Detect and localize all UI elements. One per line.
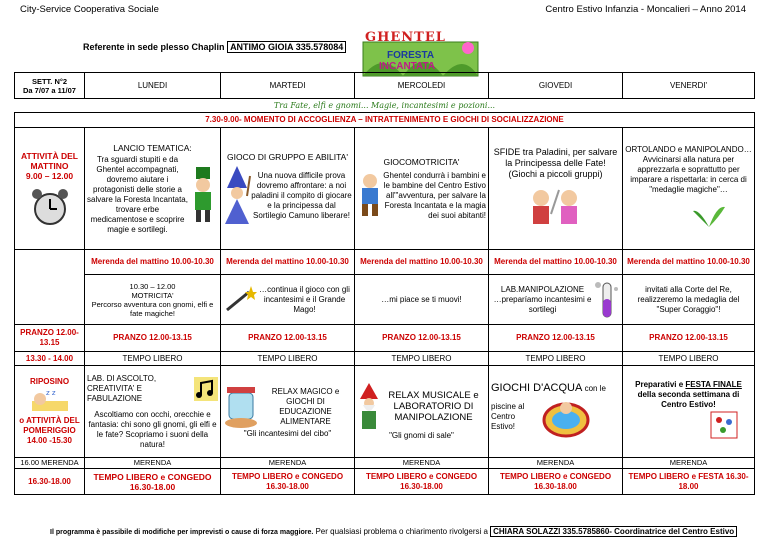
afternoon-monday-text: Ascoltiamo con occhi, orecchie e fantasia: chi sono gli gnomi, gli elfi e le fate? Scopriamo i suoni della natura! <box>88 409 217 449</box>
footer-contact: CHIARA SOLAZZI 335.5785860- Coordinatrice del Centro Estivo <box>490 526 737 537</box>
free-time-monday: TEMPO LIBERO <box>85 352 221 366</box>
lunch-tuesday: PRANZO 12.00-13.15 <box>221 325 355 352</box>
afternoon-tuesday-text: "Gli incantesimi del cibo" <box>243 428 332 438</box>
merenda-label: 16.00 MERENDA <box>15 458 85 469</box>
afternoon-friday-title: FESTA FINALE <box>685 380 742 389</box>
food-jar-icon <box>223 385 259 429</box>
afternoon-friday <box>623 366 755 458</box>
referent-label: Referente in sede plesso Chaplin <box>83 42 225 52</box>
afternoon-monday-title: LAB. DI ASCOLTO, CREATIVITA' E FABULAZIONE <box>87 373 157 403</box>
free-time-friday: TEMPO LIBERO <box>623 352 755 366</box>
snack-tuesday: Merenda del mattino 10.00-10.30 <box>221 250 355 275</box>
free-time-thursday: TEMPO LIBERO <box>489 352 623 366</box>
day-thursday: GIOVEDI <box>489 73 623 99</box>
morning-tuesday <box>221 128 355 250</box>
potion-tube-icon <box>594 279 620 321</box>
lunch-label: PRANZO 12.00-13.15 <box>15 325 85 352</box>
ghentel-logo <box>353 30 488 78</box>
wizard-icon <box>223 166 251 226</box>
lunch-friday: PRANZO 12.00-13.15 <box>623 325 755 352</box>
org-name: City-Service Cooperativa Sociale <box>20 4 159 15</box>
late-thursday-title: LAB.MANIPOLAZIONE <box>500 284 585 294</box>
merenda-monday: MERENDA <box>85 458 221 469</box>
free-time-wednesday: TEMPO LIBERO <box>355 352 489 366</box>
snack-wednesday: Merenda del mattino 10.00-10.30 <box>355 250 489 275</box>
referent <box>83 42 346 52</box>
plant-icon <box>689 199 729 229</box>
water-pool-icon <box>541 394 591 440</box>
morning-thursday <box>489 128 623 250</box>
morning-label-time: 9.00 – 12.00 <box>25 170 74 181</box>
late-tuesday <box>221 275 355 325</box>
logo-line3: INCANTATA <box>379 61 436 72</box>
merenda-wednesday: MERENDA <box>355 458 489 469</box>
free-time-tuesday: TEMPO LIBERO <box>221 352 355 366</box>
schedule-table <box>14 72 755 495</box>
theme-line: Tra Fate, elfi e gnomi... Magie, incantesimi e pozioni... <box>15 99 755 113</box>
welcome-row <box>15 113 755 128</box>
footer-note2: Per qualsiasi problema o chiarimento rivolgersi a <box>315 527 488 536</box>
referent-name: ANTIMO GIOIA 335.578084 <box>227 41 346 53</box>
lunch-thursday: PRANZO 12.00-13.15 <box>489 325 623 352</box>
morning-monday-text: Tra sguardi stupiti e da Ghentel accompagnati, dovremo aiutare i protagonisti delle storie a salvare la Foresta Incantata, trovare erbe medicamentose e scoprire magie e sortilegi. <box>87 154 188 234</box>
afternoon-wednesday <box>355 366 489 458</box>
late-monday <box>85 275 221 325</box>
afternoon-wednesday-text: "Gli gnomi di sale" <box>389 430 454 440</box>
snack-monday: Merenda del mattino 10.00-10.30 <box>85 250 221 275</box>
late-wednesday: …mi piace se ti muovi! <box>355 275 489 325</box>
merenda-tuesday: MERENDA <box>221 458 355 469</box>
late-friday: invitati alla Corte del Re, realizzeremo la medaglia del "Super Coraggio"! <box>623 275 755 325</box>
logo-line2: FORESTA <box>387 50 435 61</box>
afternoon-friday-text: della seconda settimana di Centro Estivo! <box>637 390 740 409</box>
leprechaun-icon <box>188 165 218 225</box>
morning-wednesday-title: GIOCOMOTRICITA' <box>383 156 460 167</box>
welcome-text: 7.30-9.00- MOMENTO DI ACCOGLIENZA – INTRATTENIMENTO E GIOCHI DI SOCIALIZZAZIONE <box>205 115 564 124</box>
gnome-red-hat-icon <box>357 383 381 431</box>
late-tuesday-text: …continua il gioco con gli incantesimi e il Grande Mago! <box>259 284 350 314</box>
morning-friday-text: ORTOLANDO e MANIPOLANDO… Avvicinarsi alla natura per apprezzarla e soprattutto per imparare a rispettarla: in cerca di "medaglie magiche"… <box>625 145 752 194</box>
snack-friday: Merenda del mattino 10.00-10.30 <box>623 250 755 275</box>
party-icon <box>709 410 739 440</box>
merenda-thursday: MERENDA <box>489 458 623 469</box>
gnome-icon <box>357 171 383 217</box>
morning-thursday-text: SFIDE tra Paladini, per salvare la Principessa delle Fate! (Giochi a piccoli gruppi) <box>493 146 618 179</box>
late-thursday-text: …preparíamo incantesimi e sortilegi <box>493 294 592 314</box>
day-wednesday: MERCOLEDI <box>355 73 489 99</box>
morning-wednesday <box>355 128 489 250</box>
afternoon-time: 14.00 -15.30 <box>27 436 72 445</box>
morning-label <box>15 128 85 250</box>
afternoon-thursday-title: GIOCHI D'ACQUA <box>491 382 583 394</box>
svg-text:z z: z z <box>45 389 56 397</box>
afternoon-thursday <box>489 366 623 458</box>
paladins-icon <box>521 184 591 228</box>
day-friday: VENERDI' <box>623 73 755 99</box>
sleeping-child-icon <box>30 387 70 413</box>
late-monday-title: MOTRICITA' <box>131 290 174 300</box>
end-label: 16.30-18.00 <box>15 469 85 495</box>
music-notes-icon <box>194 377 218 401</box>
late-monday-text: Percorso avventura con gnomi, elfi e fate magiche! <box>91 299 214 318</box>
morning-label-title: ATTIVITÀ DEL MATTINO <box>21 150 78 171</box>
lunch-monday: PRANZO 12.00-13.15 <box>85 325 221 352</box>
afternoon-tuesday <box>221 366 355 458</box>
afternoon-label <box>15 366 85 458</box>
afternoon-monday <box>85 366 221 458</box>
end-monday: TEMPO LIBERO e CONGEDO 16.30-18.00 <box>85 469 221 495</box>
footer-note: Il programma è passibile di modifiche per imprevisti o cause di forza maggiore. <box>50 529 314 536</box>
footer <box>50 527 737 536</box>
afternoon-friday-pre: Preparativi e <box>635 380 684 389</box>
late-thursday <box>489 275 623 325</box>
end-friday: TEMPO LIBERO e FESTA 16.30-18.00 <box>623 469 755 495</box>
end-thursday: TEMPO LIBERO e CONGEDO 16.30-18.00 <box>489 469 623 495</box>
week-dates: Da 7/07 a 11/07 <box>23 85 76 95</box>
morning-tuesday-title: GIOCO DI GRUPPO E ABILITA' <box>227 151 348 162</box>
alarm-clock-icon <box>25 187 75 227</box>
late-monday-time: 10.30 – 12.00 <box>129 281 176 291</box>
morning-monday <box>85 128 221 250</box>
lunch-wednesday: PRANZO 12.00-13.15 <box>355 325 489 352</box>
center-title: Centro Estivo Infanzia - Moncalieri – Anno 2014 <box>545 4 746 15</box>
morning-tuesday-text: Una nuova difficile prova dovremo affrontare: a noi paladini il compito di giocare e la principessa dal Sortilegio Camuno liberare! <box>251 170 352 220</box>
afternoon-rest: RIPOSINO <box>29 377 70 386</box>
morning-monday-title: LANCIO TEMATICA: <box>113 142 192 153</box>
morning-friday <box>623 128 755 250</box>
logo-line1: GHENTEL <box>365 30 446 45</box>
magic-wand-icon <box>223 286 257 314</box>
afternoon-thursday-text: piscine al Centro Estivo! <box>491 402 525 431</box>
afternoon-thursday-heading <box>491 383 620 394</box>
morning-label-spacer2 <box>15 275 85 325</box>
afternoon-wednesday-title: RELAX MUSICALE e LABORATORIO DI MANIPOLAZIONE <box>388 390 479 423</box>
end-wednesday: TEMPO LIBERO e CONGEDO 16.30-18.00 <box>355 469 489 495</box>
afternoon-title: o ATTIVITÀ DEL POMERIGGIO <box>19 416 80 435</box>
morning-label-spacer <box>15 250 85 275</box>
week-cell <box>15 73 85 99</box>
afternoon-tuesday-title: RELAX MAGICO e GIOCHI DI EDUCAZIONE ALIMENTARE <box>271 386 340 426</box>
day-monday: LUNEDI <box>85 73 221 99</box>
snack-thursday: Merenda del mattino 10.00-10.30 <box>489 250 623 275</box>
week-label: SETT. N°2 <box>31 76 68 86</box>
free-time-label: 13.30 - 14.00 <box>15 352 85 366</box>
morning-wednesday-text: Ghentel condurrà i bambini e le bambine del Centro Estivo all'"avventura, per salvare la Foresta Incantata e la magia dei suoi abitanti! <box>383 170 486 220</box>
end-tuesday: TEMPO LIBERO e CONGEDO 16.30-18.00 <box>221 469 355 495</box>
day-tuesday: MARTEDI <box>221 73 355 99</box>
merenda-friday: MERENDA <box>623 458 755 469</box>
afternoon-thursday-title2: con le <box>584 384 606 393</box>
